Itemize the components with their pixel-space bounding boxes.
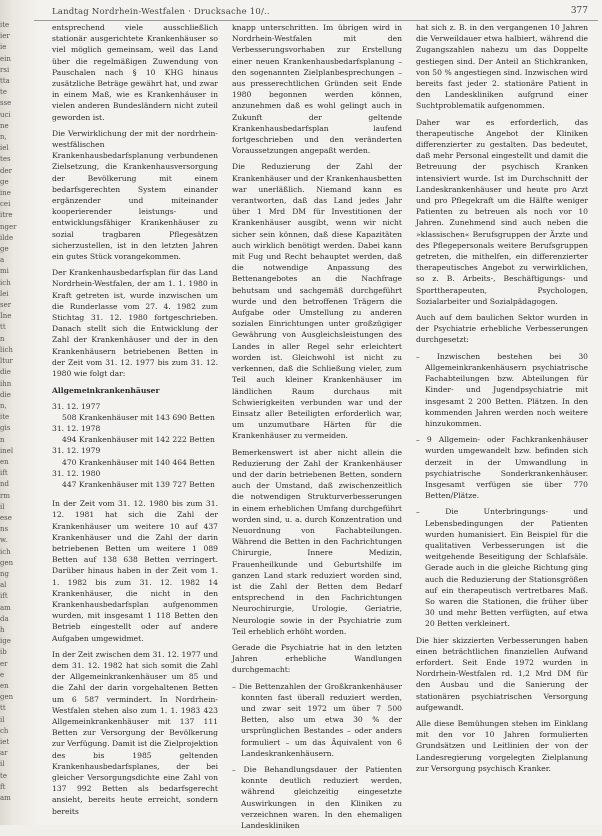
paragraph: Der Krankenhausbedarfsplan für das Land Nordrhein-Westfalen, der am 1. 1. 1980 in Kraft getreten ist, wurde inzwischen um die Runderlasse vom 27. 4. 1982 zum Stichtag 31. 12. 1980 fortgeschrieben. Danach stellt sich die Entwicklung der Zahl der Krankenhäuser und der in den Krankenhäusern betriebenen Betten in der Zeit vom 31. 12. 1977 bis zum 31. 12. 1980 wie folgt dar: xyxy=(52,268,218,379)
list-item-text: Die Behandlungsdauer der Patienten konnte deutlich reduziert werden, während gleichzeitig eingesetzte Auswirkungen in den Kliniken zu verzeichnen waren. In den ehemaligen Landeskliniken xyxy=(241,765,402,831)
gutter-fragment: a xyxy=(0,256,5,265)
list-item: – Die Bettenzahlen der Großkrankenhäuser konnten fast überall reduziert werden, und zwar seit 1972 um über 7 500 Betten, also um etwa 30 % der ursprünglichen Bestandes – oder anders formuliert – um das Äquivalent von 6 Landeskrankenhäusern. xyxy=(232,681,402,758)
paragraph: Bemerkenswert ist aber nicht allein die Reduzierung der Zahl der Krankenhäuser und der darin betriebenen Betten, sondern auch der Umstand, daß zwischenzeitlich die notwendigen Strukturverbesserungen in einem erheblichen Umfang durchgeführt worden sind, u. a. durch Konzentration und Neuordnung von Fachabteilungen. Während die Betten in den Fachrichtungen Chirurgie, Innere Medizin, Frauenheilkunde und Geburtshilfe im ganzen Land stark reduziert worden sind, ist die Zahl der Betten dem Bedarf entsprechend in den Fachrichtungen Neurochirurgie, Urologie, Geriatrie, Neurologie sowie in der Psychiatrie zum Teil erheblich erhöht worden. xyxy=(232,447,402,636)
page-number: 377 xyxy=(570,6,588,16)
stats-list xyxy=(52,401,218,491)
paragraph: hat sich z. B. in den vergangenen 10 Jahren die Verweildauer etwa halbiert, während die Zugangszahlen nahezu um das Doppelte gestiegen sind. Der Anteil an Stichkranken, von 50 % angestiegen sind. Inzwischen wird bereits fast jeder 2. stationäre Patient in den Landeskliniken aufgrund einer Suchtproblematik aufgenommen. xyxy=(416,23,588,111)
gutter-fragment: ift xyxy=(0,469,8,478)
list-item-text: Inzwischen bestehen bei 30 Allgemeinkrankenhäusern psychiatrische Fachabteilungen bzw. Abteilungen für Kinder- und Jugendpsychiatrie mit insgesamt 2 200 Betten. Plätzen. In den kommenden Jahren werden noch weitere hinzukommen. xyxy=(425,351,588,428)
paragraph: Auch auf dem baulichen Sektor wurden in der Psychiatrie erhebliche Verbesserungen durchgesetzt: xyxy=(416,313,588,345)
gutter-fragment: ihn xyxy=(0,379,12,388)
stat-date: 31. 12. 1980 xyxy=(52,468,101,478)
gutter-fragment: gis xyxy=(0,424,11,433)
gutter-fragment: ier xyxy=(0,32,10,41)
paragraph: Die hier skizzierten Verbesserungen haben einen beträchtlichen finanziellen Aufwand erfordert. Seit Ende 1972 wurden in Nordrhein-Westfalen rd. 1,2 Mrd DM für den Ausbau und die Sanierung der stationären psychiatrischen Versorgung aufgewandt. xyxy=(416,635,588,712)
paragraph: In der Zeit zwischen dem 31. 12. 1977 und dem 31. 12. 1982 hat sich somit die Zahl der Allgemeinkrankenhäuser um 85 und die Zahl der darin vorgehaltenen Betten um 6 587 vermindert. In Nordrhein-Westfalen stehen also zum 1. 1. 1983 423 Allgemeinkrankenhäuser mit 137 111 Betten zur Versorgung der Bevölkerung zur Verfügung. Damit ist die Zielprojektion des bis 1985 geltenden Krankenhausbedarfsplanes, der bei gleicher Versorgungsdichte eine Zahl von 137 992 Betten als bedarfsgerecht ansieht, bereits heute erreicht, sondern bereits xyxy=(52,649,218,816)
gutter-fragment: ilde xyxy=(0,233,14,242)
gutter-fragment: ge xyxy=(0,245,9,254)
list-item: – Inzwischen bestehen bei 30 Allgemeinkrankenhäusern psychiatrische Fachabteilungen bzw. Abteilungen für Kinder- und Jugendpsychiatrie mit insgesamt 2 200 Betten. Plätzen. In den kommenden Jahren werden noch weitere hinzukommen. xyxy=(416,351,588,428)
gutter-fragment: ch xyxy=(0,726,9,735)
gutter-fragment: rsi xyxy=(0,65,10,74)
gutter-fragment: te xyxy=(0,771,7,780)
gutter-fragment: Ine xyxy=(0,312,12,321)
gutter-fragment: ich xyxy=(0,278,11,287)
gutter-fragment: er xyxy=(0,659,8,668)
gutter-fragment: mi xyxy=(0,267,9,276)
stat-date: 31. 12. 1979 xyxy=(52,446,101,456)
gutter-fragment: te xyxy=(0,88,7,97)
gutter-fragment: inel xyxy=(0,446,14,455)
stat-value: 508 Krankenhäuser mit 143 690 Betten xyxy=(62,412,215,422)
list-item: – Die Unterbringungs- und Lebensbedingungen der Patienten wurden humanisiert. Ein Beispiel für die qualitativen Verbesserungen ist die weitgehende Beseitigung der Schlafsäle. Gerade auch in die gleiche Richtung ging auch die Reduzierung der Stationsgrößen auf ein therapeutisch vertretbares Maß. So waren die Stationen, die früher über 30 und mehr Betten verfügten, auf etwa 20 Betten verkleinert. xyxy=(416,507,588,629)
text-column-3 xyxy=(416,22,588,779)
gutter-fragment: tta xyxy=(0,77,10,86)
stat-value: 494 Krankenhäuser mit 142 222 Betten xyxy=(62,435,215,445)
gutter-fragment: iet xyxy=(0,738,10,746)
text-column-1 xyxy=(52,22,218,822)
gutter-fragment: die xyxy=(0,390,11,399)
gutter-fragment: am xyxy=(0,794,11,803)
gutter-fragment: itre xyxy=(0,211,13,220)
gutter-fragment: ift xyxy=(0,592,8,601)
gutter-fragment: ltur xyxy=(0,357,13,366)
paragraph: Die Verwirklichung der mit der nordrhein-westfälischen Krankenhausbedarfsplanung verbundenen Zielsetzung, die Krankenhausversorgung der Bevölkerung mit einem bedarfsgerechten System einander ergänzender und miteinander kooperierender leistungs- und entwicklungsfähiger Krankenhäuser zu sozial tragbaren Pflegesätzen sicherzustellen, ist in den letzten Jahren ein gutes Stück vorangekommen. xyxy=(52,128,218,262)
gutter-fragment: en xyxy=(0,681,9,690)
gutter-fragment: h xyxy=(0,625,5,634)
gutter-fragment: tt xyxy=(0,704,6,713)
gutter-fragment: nd xyxy=(0,480,9,489)
list-item-text: 9 Allgemein- oder Fachkrankenhäuser wurden umgewandelt bzw. befinden sich derzeit in der Umwandlung in psychiatrische Sonderkrankenhäuser. Insgesamt verfügen sie über 770 Betten/Plätze. xyxy=(425,435,589,501)
gutter-fragment: ser xyxy=(0,301,12,310)
gutter-fragment: ns xyxy=(0,525,9,534)
gutter-fragment: cei xyxy=(0,200,11,209)
gutter-fragment: n xyxy=(0,435,5,444)
list-item: – Die Behandlungsdauer der Patienten konnte deutlich reduziert werden, während gleichzeitig eingesetzte Auswirkungen in den Kliniken zu verzeichnen waren. In den ehemaligen Landeskliniken xyxy=(232,765,402,831)
gutter-fragment: il xyxy=(0,502,5,511)
gutter-fragment: der xyxy=(0,166,12,175)
stat-date: 31. 12. 1977 xyxy=(52,401,101,411)
gutter-fragment: ein xyxy=(0,54,11,63)
gutter-fragment: ine xyxy=(0,189,11,198)
paragraph: In der Zeit vom 31. 12. 1980 bis zum 31. 12. 1981 hat sich die Zahl der Krankenhäuser um weitere 10 auf 437 Krankenhäuser und die Zahl der darin betriebenen Betten um weitere 1 089 Betten auf 138 638 Betten verringert. Darüber hinaus haben in der Zeit vom 1. 1. 1982 bis zum 31. 12. 1982 14 Krankenhäuser, die nicht in den Krankenhausbedarfsplan aufgenommen wurden, mit insgesamt 1 118 Betten den Betrieb eingestellt oder auf andere Aufgaben umgewidmet. xyxy=(52,499,218,643)
list-item: – 9 Allgemein- oder Fachkrankenhäuser wurden umgewandelt bzw. befinden sich derzeit in der Umwandlung in psychiatrische Sonderkrankenhäuser. Insgesamt verfügen sie über 770 Betten/Plätze. xyxy=(416,435,589,501)
gutter-fragment: n xyxy=(0,334,5,343)
gutter-fragment: lei xyxy=(0,289,9,298)
gutter-fragment: n, xyxy=(0,133,7,142)
gutter-fragment: w. xyxy=(0,536,8,545)
page-header xyxy=(34,4,598,21)
gutter-fragment: sse xyxy=(0,99,12,108)
list-item-text: Die Unterbringungs- und Lebensbedingungen der Patienten wurden humanisiert. Ein Beispiel für die qualitativen Verbesserungen ist die weitgehende Beseitigung der Schlafsäle. Gerade auch in die gleiche Richtung ging auch die Reduzierung der Stationsgrößen auf ein therapeutisch vertretbares Maß. So waren die Stationen, die früher über 30 und mehr Betten verfügten, auf etwa 20 Betten verkleinert. xyxy=(425,507,588,629)
paragraph: knapp unterschritten. Im übrigen wird in Nordrhein-Westfalen mit den Verbesserungsvorhaben zur Erstellung einer neuen Krankenhausbedarfsplanung – den sogenannten Zielplanbesprechungen – aus presserechtlichen Gründen seit Ende 1980 begonnen werden können, anzunehmen daß es wohl gelingt auch in Zukunft der geltende Krankenhausbedarfsplan laufend fortgeschrieben und den veränderten Voraussetzungen angepaßt werden. xyxy=(232,23,402,156)
text-column-2 xyxy=(232,22,402,836)
gutter-fragment: tes xyxy=(0,155,11,164)
paragraph: entsprechend viele ausschließlich stationär ausgerichtete Krankenhäuser so viel möglich gemeinsam, weil das Land über die regelmäßigen Zuwendung von Pauschalen nach § 10 KHG hinaus zusätzliche Beträge gewährt hat, und zwar in einem Maß, wie es Krankenhäuser in vielen anderen Bundesländern nicht zuteil geworden ist. xyxy=(52,23,218,122)
stat-date: 31. 12. 1978 xyxy=(52,423,101,433)
gutter-fragment: ich xyxy=(0,547,11,556)
gutter-fragment: ie xyxy=(0,43,7,52)
gutter-fragment: da xyxy=(0,614,9,623)
gutter-fragment: ib xyxy=(0,648,7,657)
paragraph: Alle diese Bemühungen stehen im Einklang mit den vor 10 Jahren formulierten Grundsätzen und Leitlinien der von der Landesregierung vorgelegten Zielplanung zur Versorgung psychisch Kranker. xyxy=(416,718,588,773)
gutter-fragment: al xyxy=(0,581,7,590)
list-item-text: Die Bettenzahlen der Großkrankenhäuser konnten fast überall reduziert werden, und zwar seit 1972 um über 7 500 Betten, also um etwa 30 % der ursprünglichen Bestandes – oder anders formuliert – um das Äquivalent von 6 Landeskrankenhäusern. xyxy=(238,681,402,758)
gutter-fragment: ne xyxy=(0,121,9,130)
gutter-fragment: ige xyxy=(0,637,11,646)
stat-value: 447 Krankenhäuser mit 139 727 Betten xyxy=(62,479,215,489)
gutter-fragment: ar xyxy=(0,749,8,758)
running-header: Landtag Nordrhein-Westfalen · Drucksache 10/.. xyxy=(52,7,270,17)
paragraph: Gerade die Psychiatrie hat in den letzten Jahren erhebliche Wandlungen durchgemacht: xyxy=(232,642,402,675)
gutter-fragment: ng xyxy=(0,569,9,578)
gutter-fragment: tt xyxy=(0,323,6,332)
gutter-fragment: gen xyxy=(0,693,14,702)
gutter-fragment: il xyxy=(0,715,5,724)
paragraph: Die Reduzierung der Zahl der Krankenhäuser und der Krankenhausbetten war unerläßlich. Niemand kann es verantworten, daß das Land jedes Jahr über 1 Mrd DM für Investitionen der Krankenhäuser ausgibt, wenn wir nicht sicher sein können, daß diese Kapazitäten auch wirklich benötigt werden. Dabei kann mit Fug und Recht behauptet werden, daß die notwendige Anpassung des Bettenangebotes an die Nachfrage behutsam und sachgemäß durchgeführt wurde und den betroffenen Trägern die Aufgabe oder Umstellung zu anderen sozialen Einrichtungen unter großzügiger Gewährung von Ausgleichsleistungen des Landes in aller Regel sehr erleichtert worden ist. Gleichwohl ist nicht zu verkennen, daß die Schließung vieler, zum Teil auch kleiner Krankenhäuser im ländlichen Raum durchaus mit Schwierigkeiten verbunden war und der Einsatz aller Beteiligten erforderlich war, um unzumutbare Härten für die Krankenhäuser zu vermeiden. xyxy=(232,162,402,441)
adjacent-page-gutter xyxy=(0,20,34,820)
gutter-fragment: il xyxy=(0,760,5,769)
gutter-fragment: ite xyxy=(0,21,10,29)
gutter-fragment: am xyxy=(0,603,11,612)
gutter-fragment: rm xyxy=(0,491,10,500)
section-heading: Allgemeinkrankenhäuser xyxy=(52,386,160,396)
gutter-fragment: en xyxy=(0,457,9,466)
gutter-fragment: ese xyxy=(0,513,12,522)
gutter-fragment: iel xyxy=(0,144,9,153)
gutter-fragment: lich xyxy=(0,345,13,354)
gutter-fragment: ge xyxy=(0,177,9,186)
gutter-fragment: n, xyxy=(0,401,7,410)
gutter-fragment: ft xyxy=(0,782,6,791)
gutter-fragment: die xyxy=(0,368,11,377)
paragraph: Daher war es erforderlich, das therapeutische Angebot der Kliniken differenzierter zu gestalten. Das bedeutet, daß mehr Personal eingestellt und damit die Betreuung der psychisch Kranken intensiviert wurde. Ist im Durchschnitt der Landeskrankenhäuser und heute pro Arzt und pro Pflegekraft um die Hälfte weniger Patienten zu betreuen als noch vor 10 Jahren. Zunehmend sind auch neben die »klassischen« Berufsgruppen der Ärzte und des Pflegepersonals weitere Berufsgruppen getreten, die mithelfen, ein differenzierter therapeutisches Angebot zu verwirklichen, so z. B. Arbeits-, Beschäftigungs- und Sporttherapeuten, Psychologen, Sozialarbeiter und Sozialpädagogen. xyxy=(416,117,588,306)
gutter-fragment: gen xyxy=(0,558,14,567)
gutter-fragment: e xyxy=(0,670,5,679)
stat-value: 470 Krankenhäuser mit 140 464 Betten xyxy=(62,457,215,467)
gutter-fragment: nger xyxy=(0,222,17,231)
gutter-fragment: ite xyxy=(0,413,10,422)
gutter-fragment: uci xyxy=(0,110,11,119)
